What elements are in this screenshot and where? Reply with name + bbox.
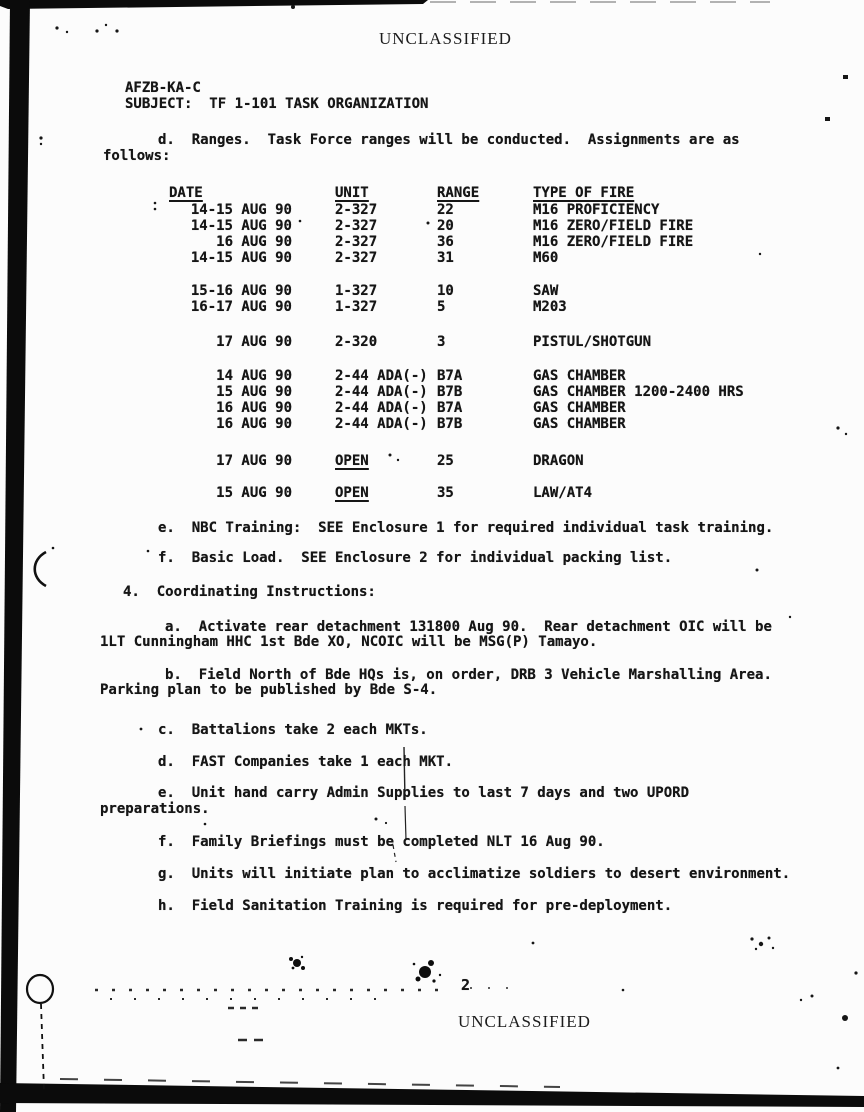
cell-unit: OPEN <box>335 485 369 501</box>
cell-date: 16 AUG 90 <box>216 416 292 432</box>
para-e-line2: preparations. <box>100 801 210 817</box>
table-header-row <box>0 185 864 201</box>
para-f-basic-load: f. Basic Load. SEE Enclosure 2 for individual packing list. <box>158 550 673 566</box>
cell-type: GAS CHAMBER <box>533 400 626 416</box>
cell-range: 35 <box>437 485 454 501</box>
cell-unit: 2-44 ADA(-) <box>335 400 428 416</box>
para-e-nbc: e. NBC Training: SEE Enclosure 1 for required individual task training. <box>158 520 774 536</box>
table-row <box>0 283 864 299</box>
cell-type: PISTUL/SHOTGUN <box>533 334 652 350</box>
table-row <box>0 334 864 350</box>
cell-date: 16-17 AUG 90 <box>190 299 292 315</box>
cell-unit: 1-327 <box>335 283 378 299</box>
cell-range: 20 <box>437 218 454 234</box>
cell-unit: 2-327 <box>335 202 378 218</box>
col-header-range: RANGE <box>437 185 480 201</box>
cell-date: 14-15 AUG 90 <box>190 250 292 266</box>
cell-date: 15 AUG 90 <box>216 384 292 400</box>
cell-date: 15-16 AUG 90 <box>190 283 292 299</box>
cell-unit: 2-44 ADA(-) <box>335 368 428 384</box>
hole-punch-mark <box>27 975 53 1003</box>
table-row <box>0 400 864 416</box>
cell-unit: 2-44 ADA(-) <box>335 384 428 400</box>
classification-footer: UNCLASSIFIED <box>458 1012 591 1031</box>
cell-type: M203 <box>533 299 567 315</box>
cell-type: DRAGON <box>533 453 584 469</box>
para-d: d. FAST Companies take 1 each MKT. <box>158 754 454 770</box>
para-coordinating: 4. Coordinating Instructions: <box>123 584 376 600</box>
scan-edge-left <box>0 0 30 1112</box>
cell-unit: 2-320 <box>335 334 378 350</box>
table-row <box>0 218 864 234</box>
cell-range: B7B <box>437 384 463 400</box>
para-e-line1: e. Unit hand carry Admin Supplies to last 7 days and two UPORD <box>158 785 690 801</box>
cell-unit: OPEN <box>335 453 369 469</box>
cell-range: 36 <box>437 234 454 250</box>
ranges-intro-line1: d. Ranges. Task Force ranges will be conducted. Assignments are as <box>158 132 740 148</box>
cell-date: 14-15 AUG 90 <box>190 202 292 218</box>
cell-type: LAW/AT4 <box>533 485 593 501</box>
cell-range: B7A <box>437 368 463 384</box>
ink-blob <box>289 956 305 970</box>
cell-type: GAS CHAMBER 1200-2400 HRS <box>533 384 744 400</box>
cell-unit: 1-327 <box>335 299 378 315</box>
scan-edge-bottom <box>0 1083 864 1107</box>
col-header-type: TYPE OF FIRE <box>533 185 635 201</box>
table-row <box>0 234 864 250</box>
cell-range: 10 <box>437 283 454 299</box>
subject-line: SUBJECT: TF 1-101 TASK ORGANIZATION <box>125 96 429 112</box>
cell-type: M16 PROFICIENCY <box>533 202 660 218</box>
cell-range: 5 <box>437 299 446 315</box>
para-b-line2: Parking plan to be published by Bde S-4. <box>100 682 438 698</box>
scan-edge-top <box>0 0 428 9</box>
cell-date: 17 AUG 90 <box>216 334 292 350</box>
table-row <box>0 368 864 384</box>
page-number: 2 <box>461 976 471 994</box>
para-f: f. Family Briefings must be completed NLT 16 Aug 90. <box>158 834 605 850</box>
para-h: h. Field Sanitation Training is required for pre-deployment. <box>158 898 673 914</box>
cell-type: GAS CHAMBER <box>533 368 626 384</box>
cell-type: M16 ZERO/FIELD FIRE <box>533 234 694 250</box>
cell-date: 16 AUG 90 <box>216 234 292 250</box>
cell-type: GAS CHAMBER <box>533 416 626 432</box>
cell-range: B7B <box>437 416 463 432</box>
cell-date: 17 AUG 90 <box>216 453 292 469</box>
hole-punch-dashed-line <box>41 1004 44 1090</box>
col-header-date: DATE <box>169 185 203 201</box>
table-row <box>0 416 864 432</box>
para-g: g. Units will initiate plan to acclimatize soldiers to desert environment. <box>158 866 791 882</box>
cell-range: 31 <box>437 250 454 266</box>
cell-date: 16 AUG 90 <box>216 400 292 416</box>
table-row <box>0 299 864 315</box>
cell-date: 15 AUG 90 <box>216 485 292 501</box>
para-a-line1: a. Activate rear detachment 131800 Aug 90. Rear detachment OIC will be <box>165 619 772 635</box>
cell-range: B7A <box>437 400 463 416</box>
para-a-line2: 1LT Cunningham HHC 1st Bde XO, NCOIC will be MSG(P) Tamayo. <box>100 634 598 650</box>
cell-unit: 2-44 ADA(-) <box>335 416 428 432</box>
cell-type: SAW <box>533 283 559 299</box>
ranges-intro-line2: follows: <box>103 148 171 164</box>
table-row <box>0 250 864 266</box>
office-symbol: AFZB-KA-C <box>125 80 201 96</box>
cell-type: M16 ZERO/FIELD FIRE <box>533 218 694 234</box>
cell-type: M60 <box>533 250 559 266</box>
cell-range: 25 <box>437 453 454 469</box>
cell-unit: 2-327 <box>335 234 378 250</box>
classification-header: UNCLASSIFIED <box>379 29 512 48</box>
cell-unit: 2-327 <box>335 250 378 266</box>
table-row <box>0 485 864 501</box>
table-row <box>0 384 864 400</box>
cell-date: 14-15 AUG 90 <box>190 218 292 234</box>
speckle-noise <box>95 988 520 1040</box>
cell-range: 3 <box>437 334 446 350</box>
cell-unit: 2-327 <box>335 218 378 234</box>
cell-range: 22 <box>437 202 454 218</box>
ink-blob <box>413 960 441 983</box>
cell-date: 14 AUG 90 <box>216 368 292 384</box>
col-header-unit: UNIT <box>335 185 369 201</box>
table-row <box>0 202 864 218</box>
para-b-line1: b. Field North of Bde HQs is, on order, DRB 3 Vehicle Marshalling Area. <box>165 667 772 683</box>
crease-mark <box>35 552 46 586</box>
table-row <box>0 453 864 469</box>
para-c: c. Battalions take 2 each MKTs. <box>158 722 428 738</box>
